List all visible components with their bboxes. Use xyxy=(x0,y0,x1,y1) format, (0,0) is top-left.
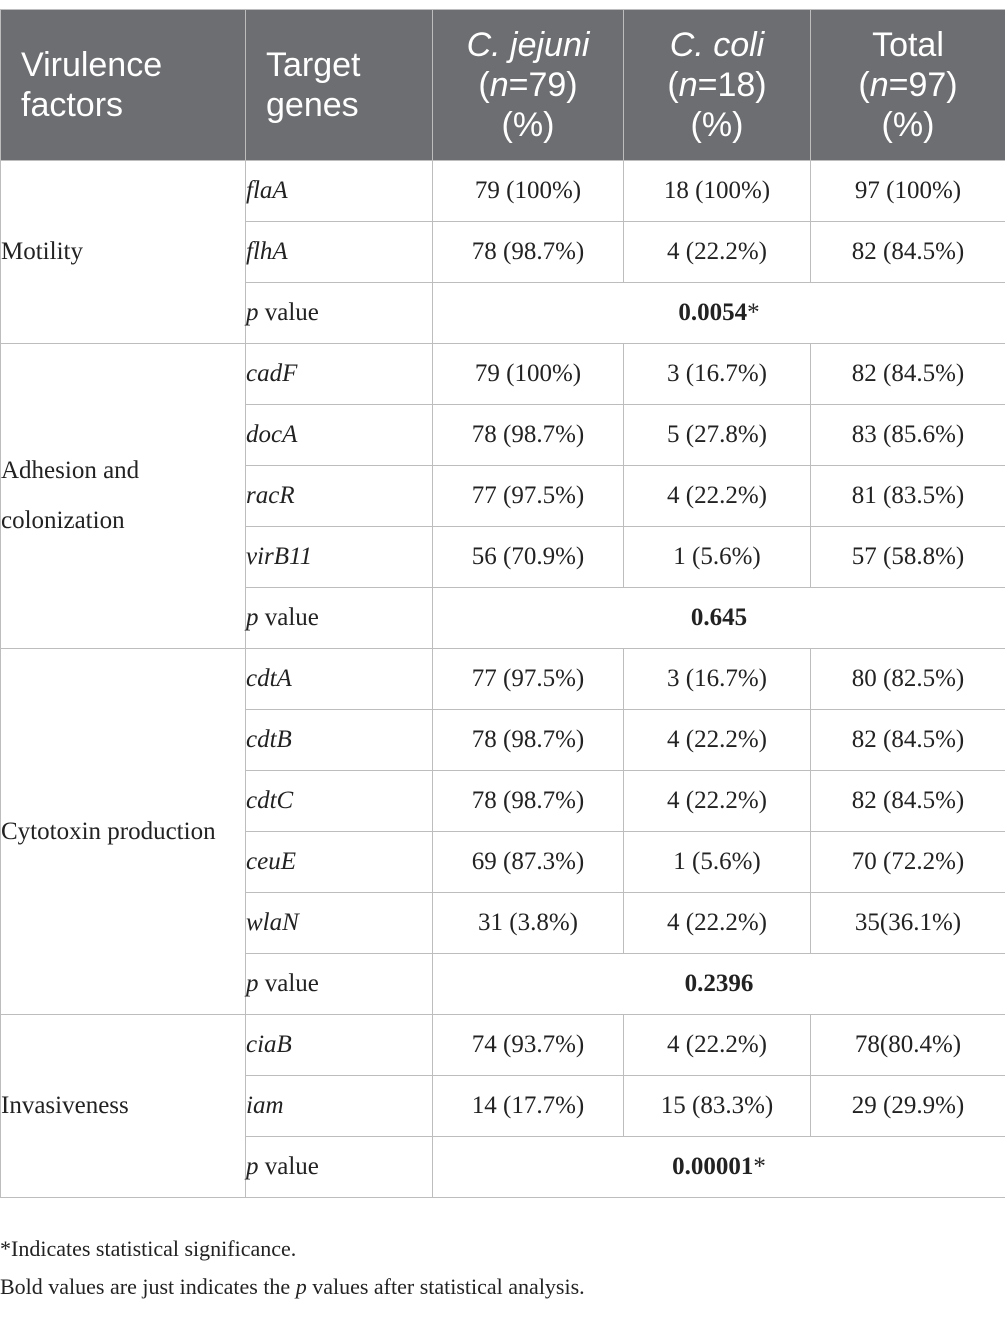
c-jejuni-cell: 56 (70.9%) xyxy=(433,527,624,588)
c-coli-cell: 4 (22.2%) xyxy=(624,893,811,954)
c-coli-cell: 4 (22.2%) xyxy=(624,710,811,771)
target-gene-cell: cdtC xyxy=(246,771,433,832)
header-total: Total (n=97) (%) xyxy=(811,10,1005,161)
total-cell: 57 (58.8%) xyxy=(811,527,1005,588)
c-jejuni-cell: 78 (98.7%) xyxy=(433,710,624,771)
p-value-label: p value xyxy=(246,1137,433,1198)
header-c-coli: C. coli (n=18) (%) xyxy=(624,10,811,161)
c-coli-cell: 3 (16.7%) xyxy=(624,649,811,710)
p-value-label: p value xyxy=(246,283,433,344)
target-gene-cell: wlaN xyxy=(246,893,433,954)
virulence-table xyxy=(0,9,1005,1198)
total-cell: 83 (85.6%) xyxy=(811,405,1005,466)
c-jejuni-cell: 79 (100%) xyxy=(433,344,624,405)
header-virulence-factors: Virulence factors xyxy=(1,10,246,161)
p-value: 0.645 xyxy=(433,588,1005,649)
c-jejuni-cell: 78 (98.7%) xyxy=(433,222,624,283)
header-c-jejuni: C. jejuni (n=79) (%) xyxy=(433,10,624,161)
c-coli-cell: 15 (83.3%) xyxy=(624,1076,811,1137)
virulence-factor-cell: Adhesion and colonization xyxy=(1,344,246,649)
c-jejuni-cell: 77 (97.5%) xyxy=(433,649,624,710)
table-row xyxy=(1,161,1005,222)
p-value-label: p value xyxy=(246,588,433,649)
p-value: 0.2396 xyxy=(433,954,1005,1015)
footnote-bold-values: Bold values are just indicates the p values after statistical analysis. xyxy=(0,1274,585,1299)
c-coli-cell: 4 (22.2%) xyxy=(624,466,811,527)
total-cell: 35(36.1%) xyxy=(811,893,1005,954)
c-jejuni-cell: 78 (98.7%) xyxy=(433,771,624,832)
total-cell: 82 (84.5%) xyxy=(811,222,1005,283)
p-value: 0.0054* xyxy=(433,283,1005,344)
total-cell: 78(80.4%) xyxy=(811,1015,1005,1076)
c-coli-cell: 3 (16.7%) xyxy=(624,344,811,405)
total-cell: 82 (84.5%) xyxy=(811,771,1005,832)
target-gene-cell: cdtB xyxy=(246,710,433,771)
table-row xyxy=(1,344,1005,405)
target-gene-cell: docA xyxy=(246,405,433,466)
footnotes xyxy=(0,1230,585,1306)
footnote-significance: *Indicates statistical significance. xyxy=(0,1236,297,1261)
total-cell: 97 (100%) xyxy=(811,161,1005,222)
target-gene-cell: iam xyxy=(246,1076,433,1137)
target-gene-cell: racR xyxy=(246,466,433,527)
c-jejuni-cell: 77 (97.5%) xyxy=(433,466,624,527)
c-coli-cell: 4 (22.2%) xyxy=(624,222,811,283)
target-gene-cell: ceuE xyxy=(246,832,433,893)
c-coli-cell: 18 (100%) xyxy=(624,161,811,222)
p-value: 0.00001* xyxy=(433,1137,1005,1198)
c-jejuni-cell: 14 (17.7%) xyxy=(433,1076,624,1137)
total-cell: 80 (82.5%) xyxy=(811,649,1005,710)
header-target-genes: Target genes xyxy=(246,10,433,161)
target-gene-cell: cdtA xyxy=(246,649,433,710)
total-cell: 81 (83.5%) xyxy=(811,466,1005,527)
total-cell: 70 (72.2%) xyxy=(811,832,1005,893)
c-jejuni-cell: 78 (98.7%) xyxy=(433,405,624,466)
table-row xyxy=(1,649,1005,710)
target-gene-cell: ciaB xyxy=(246,1015,433,1076)
virulence-factor-cell: Cytotoxin production xyxy=(1,649,246,1015)
virulence-factor-cell: Motility xyxy=(1,161,246,344)
p-value-label: p value xyxy=(246,954,433,1015)
c-coli-cell: 4 (22.2%) xyxy=(624,771,811,832)
total-cell: 82 (84.5%) xyxy=(811,344,1005,405)
target-gene-cell: flhA xyxy=(246,222,433,283)
c-jejuni-cell: 69 (87.3%) xyxy=(433,832,624,893)
table-header xyxy=(1,10,1005,161)
total-cell: 29 (29.9%) xyxy=(811,1076,1005,1137)
c-coli-cell: 5 (27.8%) xyxy=(624,405,811,466)
table-body xyxy=(1,161,1005,1198)
c-jejuni-cell: 74 (93.7%) xyxy=(433,1015,624,1076)
target-gene-cell: cadF xyxy=(246,344,433,405)
c-coli-cell: 1 (5.6%) xyxy=(624,527,811,588)
c-jejuni-cell: 31 (3.8%) xyxy=(433,893,624,954)
c-jejuni-cell: 79 (100%) xyxy=(433,161,624,222)
target-gene-cell: flaA xyxy=(246,161,433,222)
total-cell: 82 (84.5%) xyxy=(811,710,1005,771)
virulence-factor-cell: Invasiveness xyxy=(1,1015,246,1198)
table-row xyxy=(1,1015,1005,1076)
c-coli-cell: 1 (5.6%) xyxy=(624,832,811,893)
target-gene-cell: virB11 xyxy=(246,527,433,588)
c-coli-cell: 4 (22.2%) xyxy=(624,1015,811,1076)
